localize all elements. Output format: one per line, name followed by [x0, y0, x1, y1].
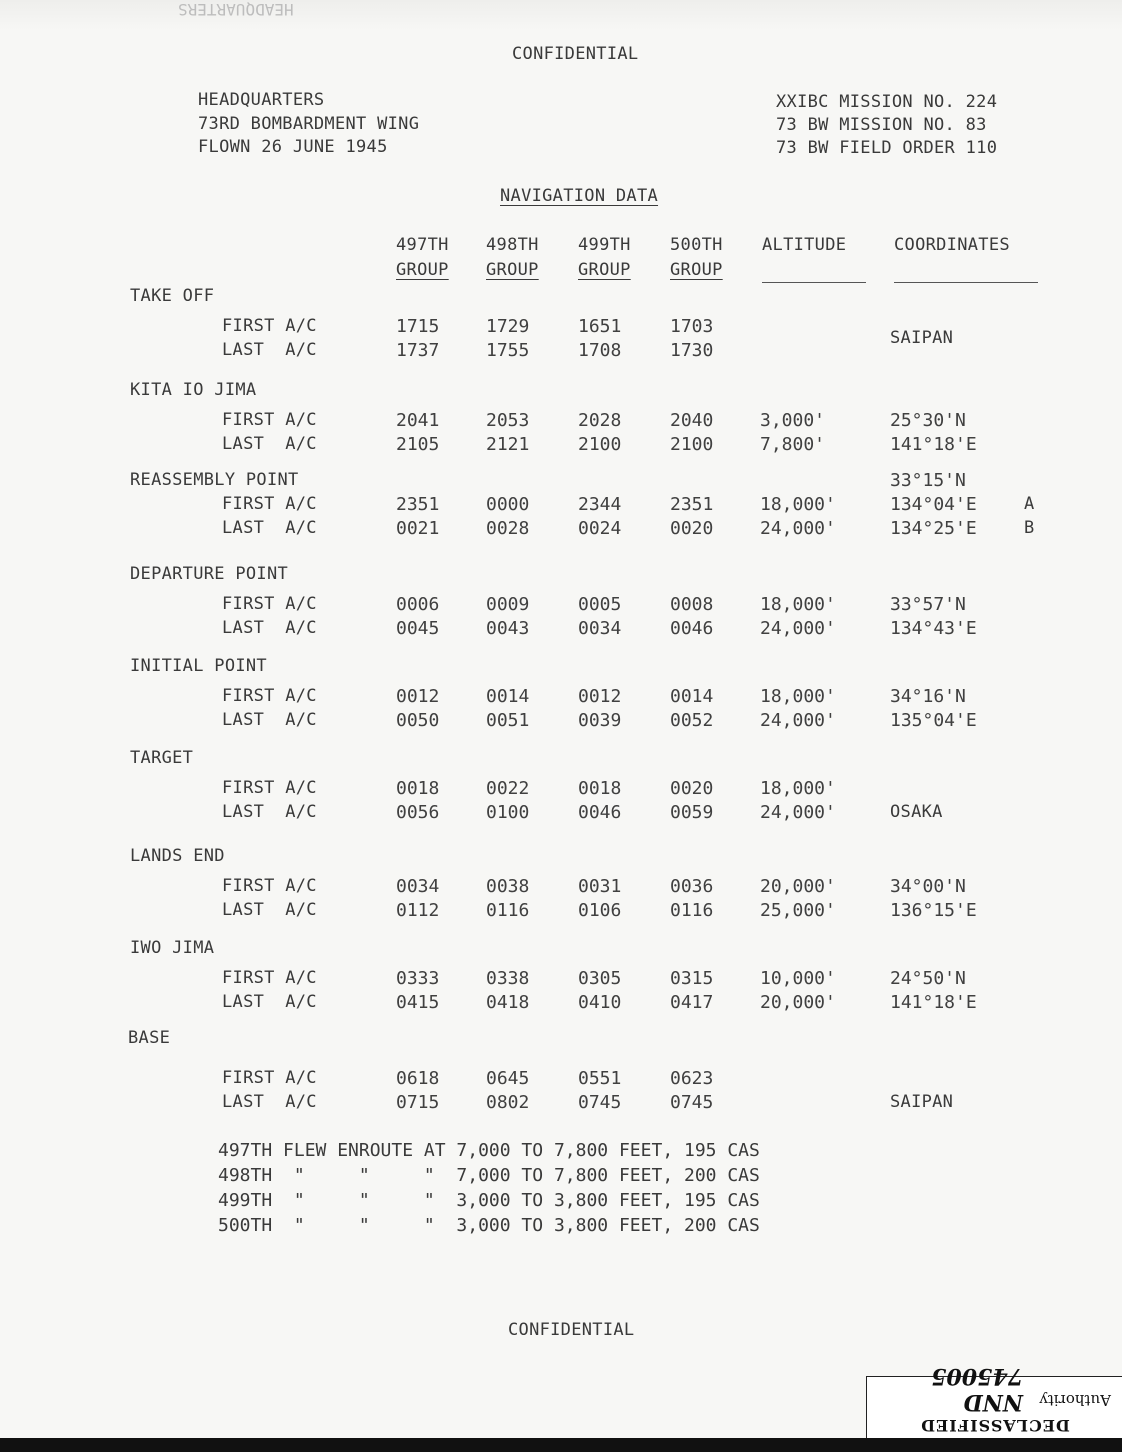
time-last-2: 0410	[578, 992, 622, 1013]
mission-line-1: XXIBC MISSION NO. 224	[776, 92, 998, 112]
time-first-1: 0022	[486, 778, 530, 799]
col-altitude: ALTITUDE	[762, 235, 847, 255]
row-label-first: FIRST A/C	[222, 876, 317, 896]
time-first-3: 1703	[670, 316, 714, 337]
time-first-1: 0338	[486, 968, 530, 989]
time-first-3: 0014	[670, 686, 714, 707]
mark-a: A	[1024, 494, 1035, 514]
time-last-0: 1737	[396, 340, 440, 361]
row-label-first: FIRST A/C	[222, 410, 317, 430]
time-first-1: 0009	[486, 594, 530, 615]
row-label-first: FIRST A/C	[222, 1068, 317, 1088]
declassified-stamp	[866, 1363, 1122, 1440]
row-label-last: LAST A/C	[222, 802, 317, 822]
stamp-number: NND 745005	[931, 1363, 1023, 1415]
col-coordinates: COORDINATES	[894, 235, 1010, 255]
hq-line-2: 73RD BOMBARDMENT WING	[198, 114, 420, 134]
altitude-first: 18,000'	[760, 686, 836, 707]
hq-line-3: FLOWN 26 JUNE 1945	[198, 137, 388, 157]
row-label-first: FIRST A/C	[222, 494, 317, 514]
col-499-line1: 499TH	[578, 235, 631, 255]
section-label: LANDS END	[130, 846, 225, 866]
coordinate-last: 136°15'E	[890, 900, 977, 921]
time-first-1: 0645	[486, 1068, 530, 1089]
time-first-0: 1715	[396, 316, 440, 337]
page-top-shadow	[0, 0, 1122, 30]
coordinate-first: 33°57'N	[890, 594, 966, 615]
enroute-note: 500TH " " " 3,000 TO 3,800 FEET, 200 CAS	[218, 1215, 760, 1236]
time-last-1: 0418	[486, 992, 530, 1013]
enroute-note: 498TH " " " 7,000 TO 7,800 FEET, 200 CAS	[218, 1165, 760, 1186]
row-label-last: LAST A/C	[222, 340, 317, 360]
time-first-3: 0020	[670, 778, 714, 799]
altitude-last: 20,000'	[760, 992, 836, 1013]
altitude-first: 20,000'	[760, 876, 836, 897]
confidential-bottom: CONFIDENTIAL	[508, 1320, 635, 1340]
time-first-2: 0031	[578, 876, 622, 897]
altitude-first: 10,000'	[760, 968, 836, 989]
altitude-last: 7,800'	[760, 434, 826, 455]
altitude-last: 24,000'	[760, 618, 836, 639]
altitude-first: 18,000'	[760, 778, 836, 799]
row-label-last: LAST A/C	[222, 618, 317, 638]
time-first-2: 0005	[578, 594, 622, 615]
time-last-2: 2100	[578, 434, 622, 455]
stamp-authority: Authority	[1039, 1391, 1111, 1409]
time-last-3: 0745	[670, 1092, 714, 1113]
mission-line-2: 73 BW MISSION NO. 83	[776, 115, 987, 135]
time-first-1: 2053	[486, 410, 530, 431]
time-first-2: 2028	[578, 410, 622, 431]
coordinate-place: SAIPAN	[890, 1092, 954, 1112]
coordinate-first: 25°30'N	[890, 410, 966, 431]
time-last-2: 0106	[578, 900, 622, 921]
time-last-0: 0056	[396, 802, 440, 823]
section-label: TAKE OFF	[130, 286, 215, 306]
time-last-2: 0046	[578, 802, 622, 823]
coordinate-last: 134°43'E	[890, 618, 977, 639]
section-label: TARGET	[130, 748, 194, 768]
col-499-line2: GROUP	[578, 260, 631, 280]
col-500-line2: GROUP	[670, 260, 723, 280]
time-first-3: 0623	[670, 1068, 714, 1089]
time-last-0: 0112	[396, 900, 440, 921]
stamp-title: DECLASSIFIED	[920, 1416, 1070, 1435]
col-497-line2: GROUP	[396, 260, 449, 280]
time-last-1: 1755	[486, 340, 530, 361]
coordinates-underline	[894, 282, 1038, 283]
mark-b: B	[1024, 518, 1035, 538]
time-first-0: 0333	[396, 968, 440, 989]
row-label-last: LAST A/C	[222, 434, 317, 454]
time-last-0: 0415	[396, 992, 440, 1013]
time-first-0: 0018	[396, 778, 440, 799]
page-title: NAVIGATION DATA	[500, 186, 659, 206]
col-498-line2: GROUP	[486, 260, 539, 280]
time-first-2: 0305	[578, 968, 622, 989]
time-first-3: 2040	[670, 410, 714, 431]
row-label-last: LAST A/C	[222, 710, 317, 730]
time-last-3: 0116	[670, 900, 714, 921]
time-last-2: 0024	[578, 518, 622, 539]
time-first-2: 1651	[578, 316, 622, 337]
altitude-first: 18,000'	[760, 594, 836, 615]
time-first-0: 0034	[396, 876, 440, 897]
row-label-first: FIRST A/C	[222, 316, 317, 336]
row-label-last: LAST A/C	[222, 1092, 317, 1112]
time-first-0: 2351	[396, 494, 440, 515]
row-label-first: FIRST A/C	[222, 778, 317, 798]
time-first-3: 0036	[670, 876, 714, 897]
confidential-top: CONFIDENTIAL	[512, 44, 639, 64]
time-last-3: 2100	[670, 434, 714, 455]
col-500-line1: 500TH	[670, 235, 723, 255]
time-last-3: 0052	[670, 710, 714, 731]
row-label-first: FIRST A/C	[222, 594, 317, 614]
time-first-1: 1729	[486, 316, 530, 337]
time-first-0: 2041	[396, 410, 440, 431]
altitude-last: 24,000'	[760, 710, 836, 731]
time-last-1: 0028	[486, 518, 530, 539]
time-first-2: 0012	[578, 686, 622, 707]
time-first-2: 0018	[578, 778, 622, 799]
time-first-1: 0014	[486, 686, 530, 707]
row-label-last: LAST A/C	[222, 992, 317, 1012]
time-last-3: 1730	[670, 340, 714, 361]
time-last-0: 0021	[396, 518, 440, 539]
time-first-0: 0618	[396, 1068, 440, 1089]
section-label: KITA IO JIMA	[130, 380, 257, 400]
time-last-3: 0417	[670, 992, 714, 1013]
time-first-0: 0012	[396, 686, 440, 707]
row-label-last: LAST A/C	[222, 900, 317, 920]
col-498-line1: 498TH	[486, 235, 539, 255]
time-first-2: 2344	[578, 494, 622, 515]
time-first-3: 0008	[670, 594, 714, 615]
bleed-through-text: HEADQUARTERS	[178, 0, 294, 19]
coordinate-last: 141°18'E	[890, 992, 977, 1013]
time-last-0: 2105	[396, 434, 440, 455]
time-last-3: 0046	[670, 618, 714, 639]
row-label-first: FIRST A/C	[222, 968, 317, 988]
time-last-2: 0039	[578, 710, 622, 731]
enroute-note: 497TH FLEW ENROUTE AT 7,000 TO 7,800 FEET, 195 CAS	[218, 1140, 760, 1161]
altitude-last: 24,000'	[760, 518, 836, 539]
time-last-2: 1708	[578, 340, 622, 361]
time-last-2: 0034	[578, 618, 622, 639]
time-first-3: 0315	[670, 968, 714, 989]
time-last-1: 2121	[486, 434, 530, 455]
altitude-first: 18,000'	[760, 494, 836, 515]
time-last-1: 0100	[486, 802, 530, 823]
section-label: REASSEMBLY POINT	[130, 470, 299, 490]
time-first-2: 0551	[578, 1068, 622, 1089]
time-last-3: 0020	[670, 518, 714, 539]
section-label: DEPARTURE POINT	[130, 564, 289, 584]
row-label-first: FIRST A/C	[222, 686, 317, 706]
coordinate-first: 24°50'N	[890, 968, 966, 989]
time-last-1: 0116	[486, 900, 530, 921]
coordinate-first: 34°00'N	[890, 876, 966, 897]
time-first-0: 0006	[396, 594, 440, 615]
time-last-1: 0051	[486, 710, 530, 731]
coordinate-place: OSAKA	[890, 802, 943, 822]
time-last-2: 0745	[578, 1092, 622, 1113]
hq-line-1: HEADQUARTERS	[198, 90, 325, 110]
scan-bottom-edge	[0, 1438, 1122, 1452]
section-label: INITIAL POINT	[130, 656, 267, 676]
time-first-1: 0038	[486, 876, 530, 897]
coordinate-place: SAIPAN	[890, 328, 954, 348]
altitude-first: 3,000'	[760, 410, 826, 431]
time-last-0: 0715	[396, 1092, 440, 1113]
mission-line-3: 73 BW FIELD ORDER 110	[776, 138, 998, 158]
coordinate-last: 135°04'E	[890, 710, 977, 731]
section-label: BASE	[128, 1028, 171, 1048]
enroute-note: 499TH " " " 3,000 TO 3,800 FEET, 195 CAS	[218, 1190, 760, 1211]
time-last-0: 0050	[396, 710, 440, 731]
coordinate-first: 34°16'N	[890, 686, 966, 707]
col-497-line1: 497TH	[396, 235, 449, 255]
altitude-last: 24,000'	[760, 802, 836, 823]
coordinate-first: 134°04'E	[890, 494, 977, 515]
coordinate-last: 134°25'E	[890, 518, 977, 539]
time-last-1: 0802	[486, 1092, 530, 1113]
time-last-0: 0045	[396, 618, 440, 639]
coordinate-last: 141°18'E	[890, 434, 977, 455]
time-first-1: 0000	[486, 494, 530, 515]
row-label-last: LAST A/C	[222, 518, 317, 538]
altitude-underline	[762, 282, 866, 283]
altitude-last: 25,000'	[760, 900, 836, 921]
section-label: IWO JIMA	[130, 938, 215, 958]
time-last-3: 0059	[670, 802, 714, 823]
time-last-1: 0043	[486, 618, 530, 639]
coordinate-label: 33°15'N	[890, 470, 966, 491]
time-first-3: 2351	[670, 494, 714, 515]
